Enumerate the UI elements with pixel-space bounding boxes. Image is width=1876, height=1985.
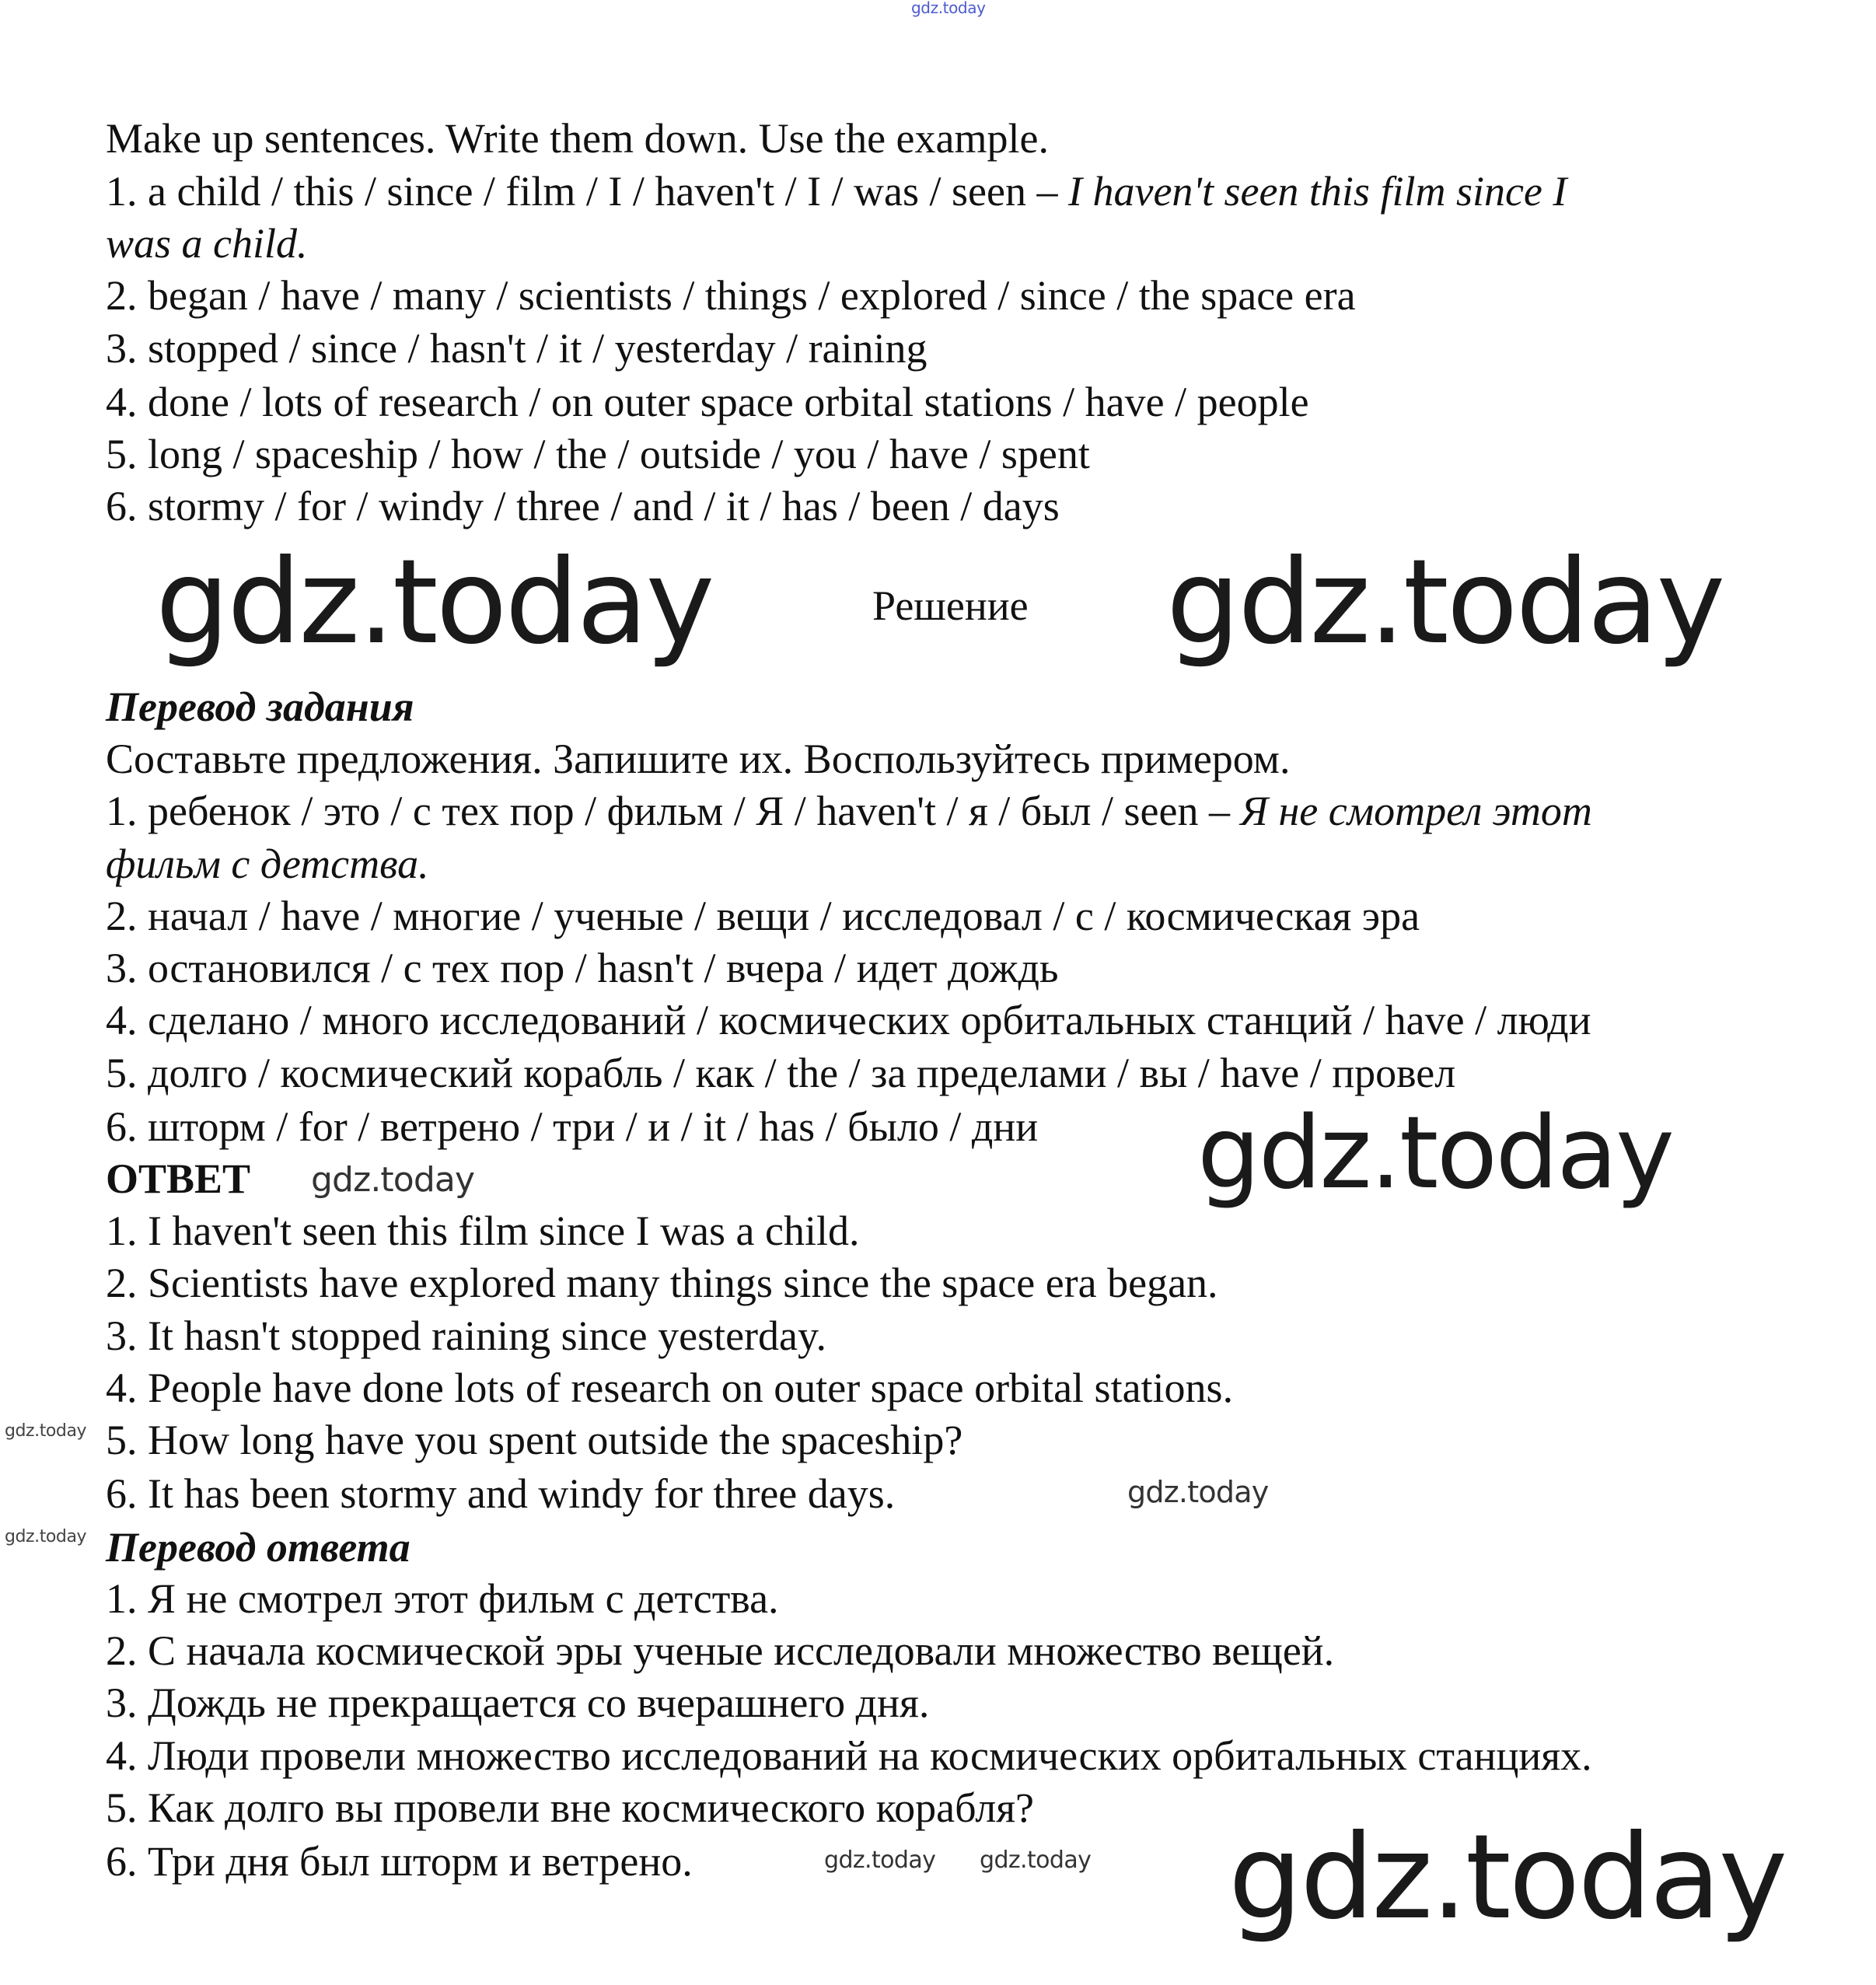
watermark: gdz.today [824, 1847, 936, 1874]
answer-translation-heading: Перевод ответа [106, 1524, 410, 1571]
answer-item: 2. Scientists have explored many things since the space era began. [106, 1260, 1218, 1306]
example-answer-continued: was a child. [106, 220, 308, 267]
task-item: 2. began / have / many / scientists / things / explored / since / the space era [106, 272, 1356, 319]
answer-translation-item: 5. Как долго вы провели вне космического корабля? [106, 1784, 1035, 1831]
answer-heading: ОТВЕТ [106, 1155, 251, 1202]
answer-translation-item: 2. С начала космической эры ученые исследовали множество вещей. [106, 1627, 1335, 1674]
answer-item: 5. How long have you spent outside the spaceship? [106, 1417, 963, 1463]
answer-item: 4. People have done lots of research on outer space orbital stations. [106, 1365, 1234, 1411]
task-translation-item: 6. шторм / for / ветрено / три / и / it / has / было / дни [106, 1103, 1039, 1150]
watermark: gdz.today [1228, 1810, 1786, 1945]
task-translation-item: 4. сделано / много исследований / космических орбитальных станций / have / люди [106, 997, 1591, 1043]
task-translation-item: 2. начал / have / многие / ученые / вещи / исследовал / с / космическая эра [106, 893, 1420, 939]
watermark: gdz.today [311, 1160, 475, 1200]
answer-item: 6. It has been stormy and windy for three days. [106, 1470, 896, 1517]
example-prompt: 1. a child / this / since / film / I / haven't / I / was / seen – [106, 168, 1068, 215]
watermark: gdz.today [911, 0, 986, 17]
example-answer: Я не смотрел этот [1240, 788, 1592, 834]
example-answer: I haven't seen this film since I [1068, 168, 1567, 215]
watermark: gdz.today [1127, 1475, 1269, 1509]
task-translation-item: 5. долго / космический корабль / как / the / за пределами / вы / have / провел [106, 1050, 1456, 1096]
task-translation-heading: Перевод задания [106, 683, 414, 730]
watermark: gdz.today [980, 1847, 1092, 1874]
task-instruction: Make up sentences. Write them down. Use the example. [106, 115, 1049, 162]
watermark: gdz.today [5, 1421, 87, 1441]
task-translation-item: 3. остановился / с тех пор / hasn't / вчера / идет дождь [106, 945, 1059, 991]
watermark: gdz.today [1197, 1096, 1673, 1211]
task-translation-example [106, 785, 1592, 837]
example-prompt: 1. ребенок / это / с тех пор / фильм / Я / haven't / я / был / seen – [106, 788, 1241, 834]
answer-translation-item: 6. Три дня был шторм и ветрено. [106, 1838, 693, 1885]
answer-translation-item: 3. Дождь не прекращается со вчерашнего дня. [106, 1679, 930, 1726]
answer-item: 1. I haven't seen this film since I was a child. [106, 1207, 860, 1254]
task-item: 4. done / lots of research / on outer space orbital stations / have / people [106, 379, 1309, 425]
task-example [106, 166, 1567, 218]
example-answer-continued: фильм с детства. [106, 840, 429, 887]
task-item: 3. stopped / since / hasn't / it / yesterday / raining [106, 325, 928, 372]
task-translation-instruction: Составьте предложения. Запишите их. Воспользуйтесь примером. [106, 736, 1291, 782]
watermark: gdz.today [1166, 535, 1724, 670]
answer-item: 3. It hasn't stopped raining since yesterday. [106, 1312, 826, 1359]
answer-translation-item: 1. Я не смотрел этот фильм с детства. [106, 1575, 779, 1622]
task-item: 6. stormy / for / windy / three / and / it / has / been / days [106, 483, 1060, 529]
solution-heading: Решение [872, 582, 1029, 629]
task-item: 5. long / spaceship / how / the / outside / you / have / spent [106, 431, 1090, 477]
answer-translation-item: 4. Люди провели множество исследований на космических орбитальных станциях. [106, 1732, 1592, 1779]
watermark: gdz.today [5, 1527, 87, 1546]
watermark: gdz.today [155, 535, 713, 670]
